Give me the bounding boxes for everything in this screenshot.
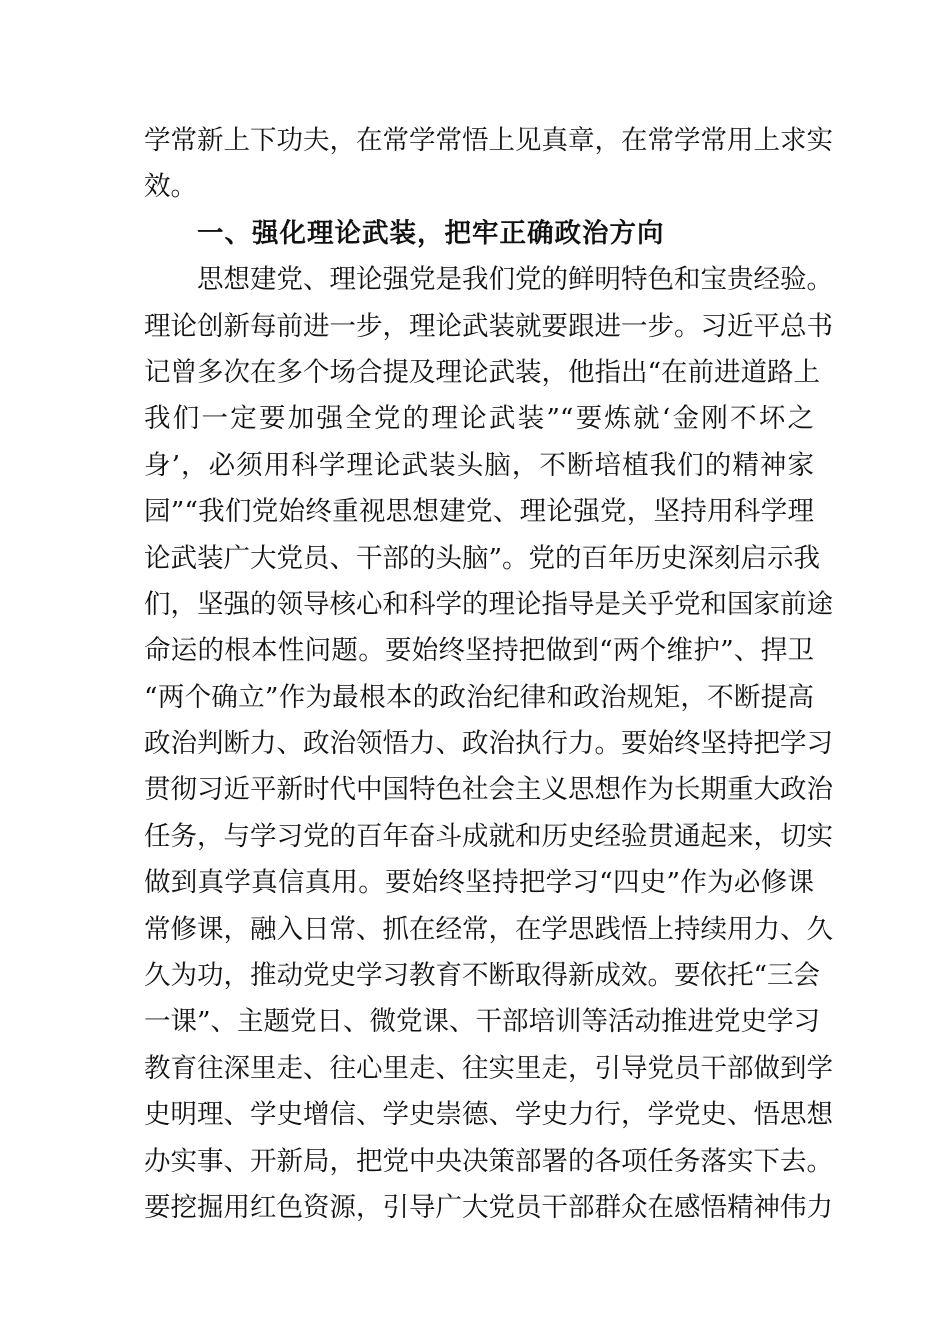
text-line: 记曾多次在多个场合提及理论武装，他指出“在前进道路上 xyxy=(144,356,821,388)
text-line: 政治判断力、政治领悟力、政治执行力。要始终坚持把学习 xyxy=(144,728,833,760)
text-line: 我们一定要加强全党的理论武装”“要炼就‘金刚不坏之 xyxy=(144,403,814,435)
text-line: 要挖掘用红色资源，引导广大党员干部群众在感悟精神伟力 xyxy=(144,1191,833,1223)
text-line: “两个确立”作为最根本的政治纪律和政治规矩，不断提高 xyxy=(144,681,814,713)
text-line: 贯彻习近平新时代中国特色社会主义思想作为长期重大政治 xyxy=(144,774,833,806)
text-line: 史明理、学史增信、学史崇德、学史力行，学党史、悟思想 xyxy=(144,1099,833,1131)
text-line: 身’，必须用科学理论武装头脑，不断培植我们的精神家 xyxy=(144,449,814,481)
text-line: 学常新上下功夫，在常学常悟上见真章，在常学常用上求实 xyxy=(144,125,833,156)
document-body xyxy=(144,118,833,1231)
text-line: 任务，与学习党的百年奋斗成就和历史经验贯通起来，切实 xyxy=(144,820,833,852)
text-line: 一课”、主题党日、微党课、干部培训等活动推进党史学习 xyxy=(144,1006,821,1038)
section-heading: 一、强化理论武装，把牢正确政治方向 xyxy=(197,217,665,249)
text-line: 园”“我们党始终重视思想建党、理论强党，坚持用科学理 xyxy=(144,496,814,528)
text-line: 效。 xyxy=(144,171,197,203)
text-line: 思想建党、理论强党是我们党的鲜明特色和宝贵经验。 xyxy=(197,264,833,296)
text-line: 理论创新每前进一步，理论武装就要跟进一步。习近平总书 xyxy=(144,310,833,342)
text-line: 做到真学真信真用。要始终坚持把学习“四史”作为必修课 xyxy=(144,867,814,899)
text-line: 命运的根本性问题。要始终坚持把做到“两个维护”、捍卫 xyxy=(144,635,814,667)
text-line: 论武装广大党员、干部的头脑”。党的百年历史深刻启示我 xyxy=(144,542,821,574)
text-line: 常修课，融入日常、抓在经常，在学思践悟上持续用力、久 xyxy=(144,913,833,945)
text-line: 办实事、开新局，把党中央决策部署的各项任务落实下去。 xyxy=(144,1145,833,1177)
text-line: 久为功，推动党史学习教育不断取得新成效。要依托“三会 xyxy=(144,960,821,992)
text-line: 教育往深里走、往心里走、往实里走，引导党员干部做到学 xyxy=(144,1052,833,1084)
text-line: 们，坚强的领导核心和科学的理论指导是关乎党和国家前途 xyxy=(144,588,833,620)
